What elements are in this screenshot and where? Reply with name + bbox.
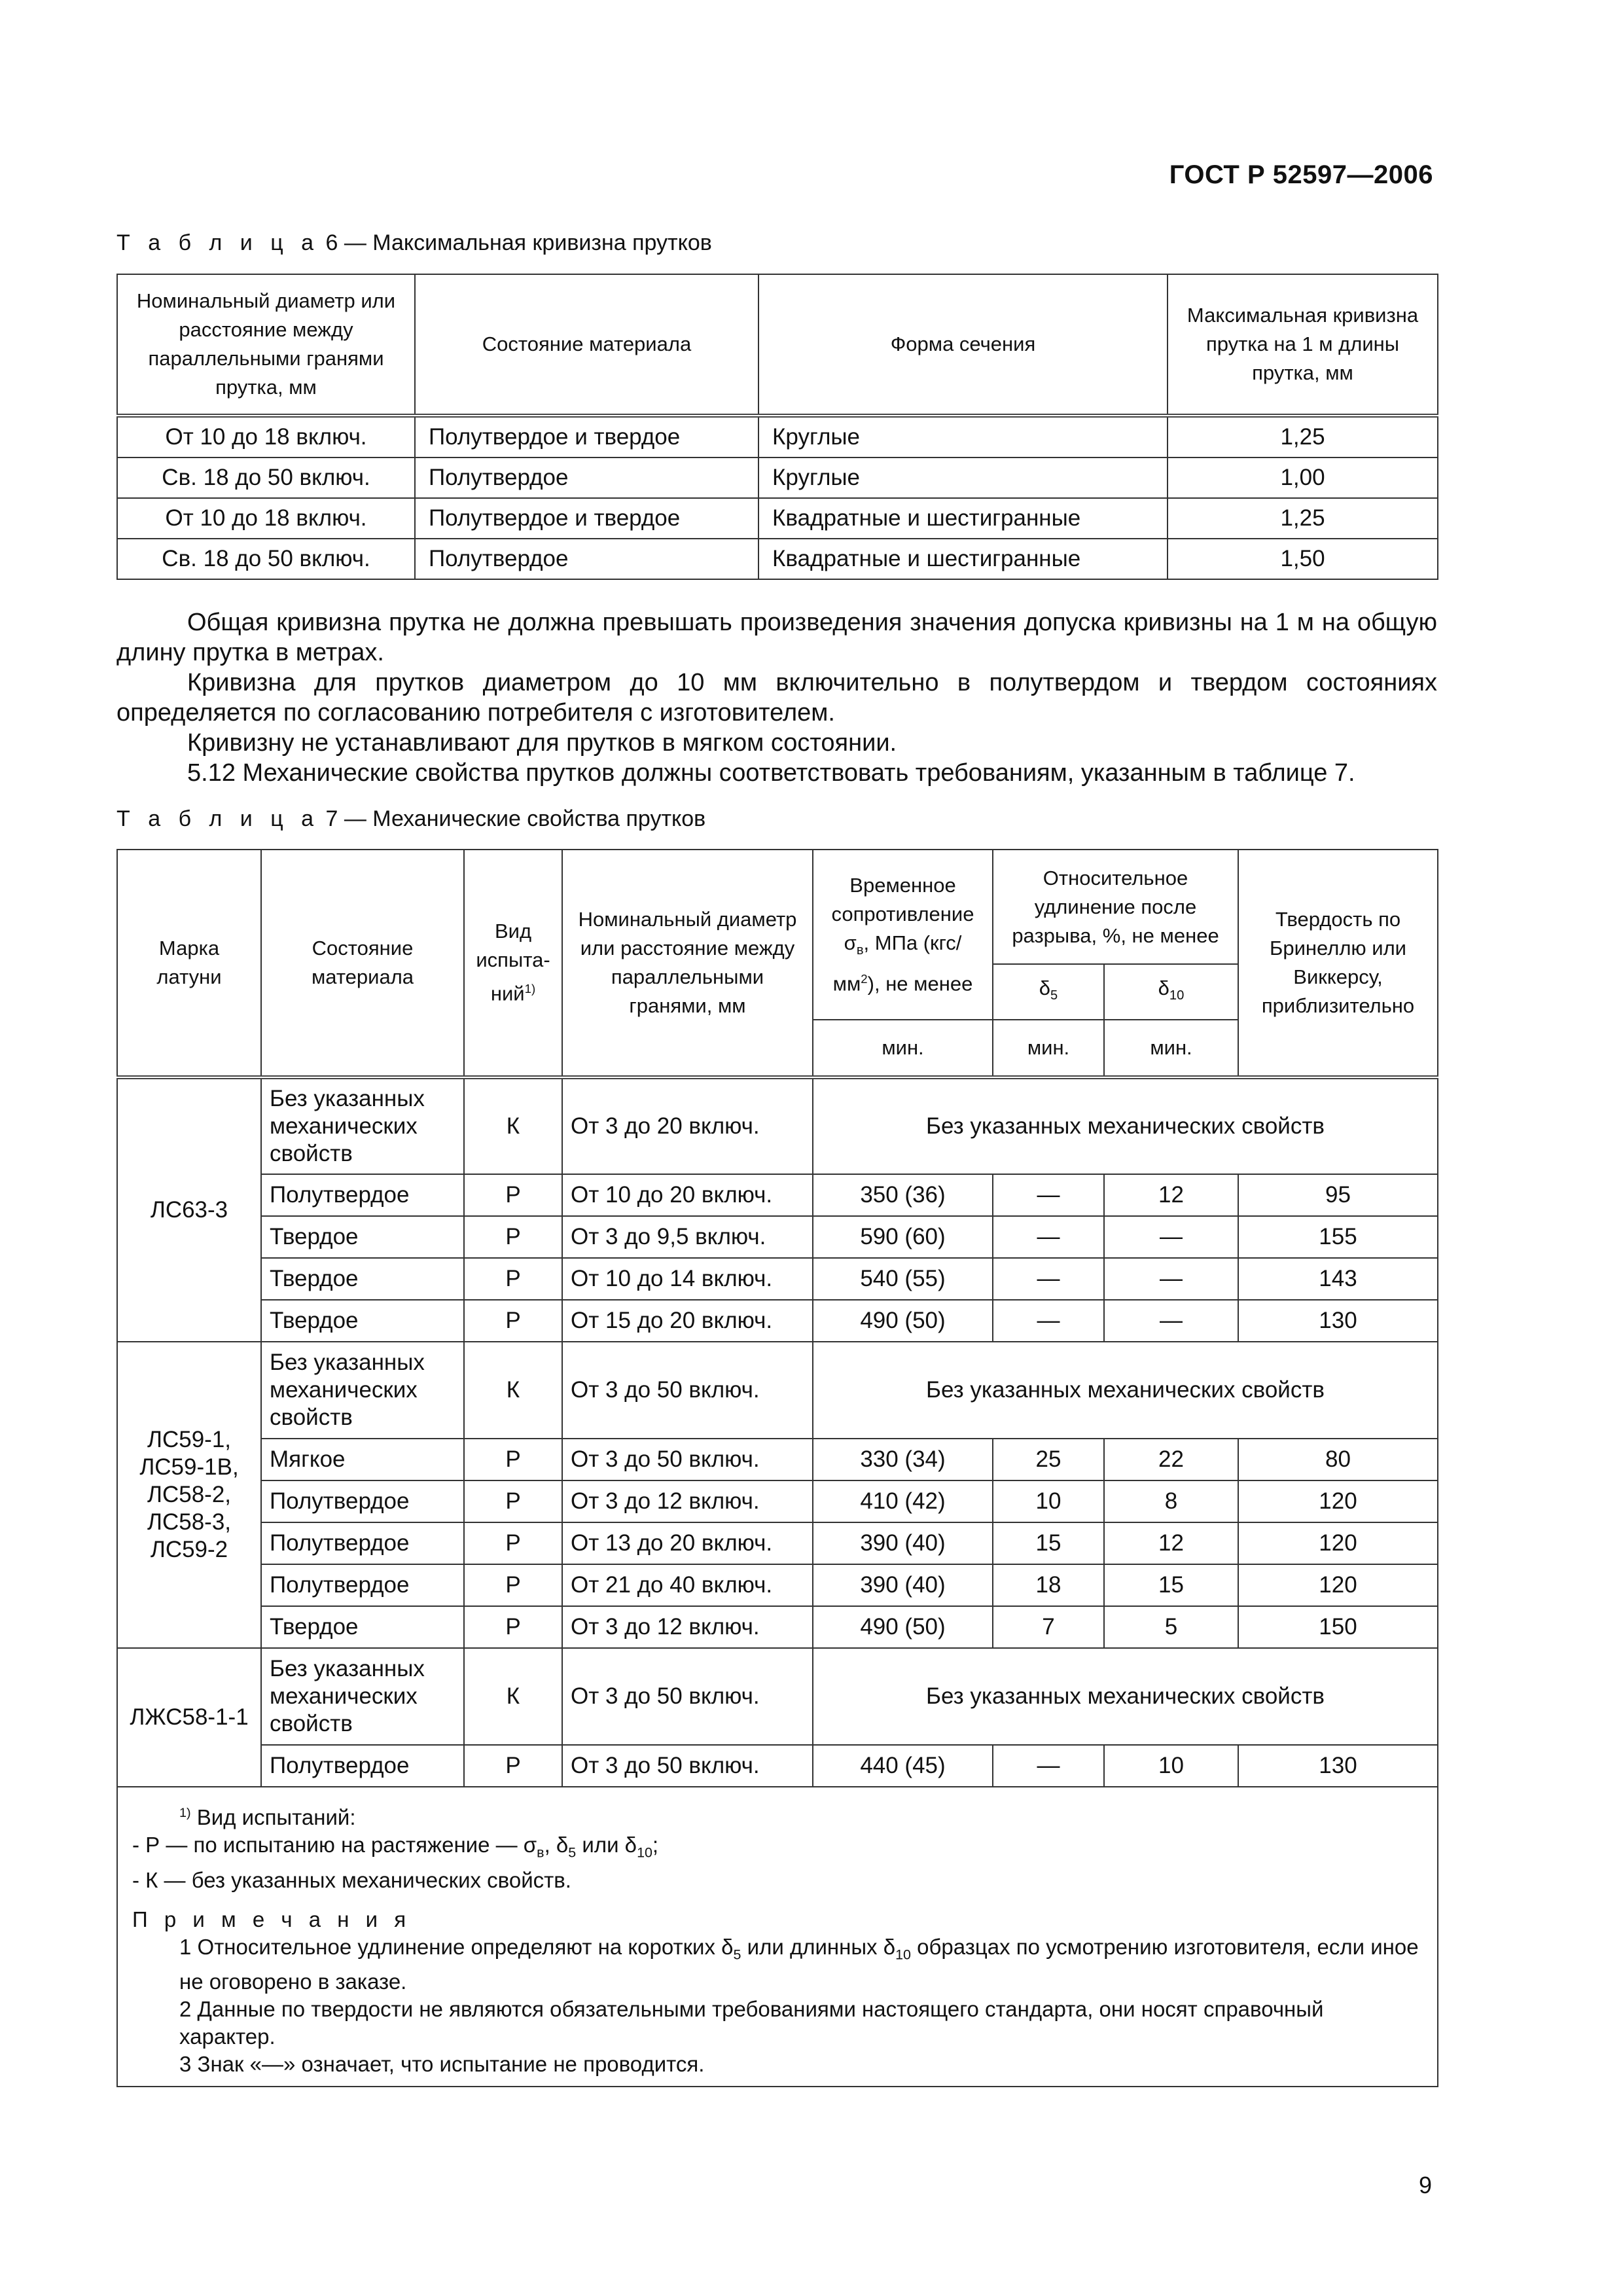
state-cell: Полутвердое	[261, 1564, 464, 1606]
strength-cell: 390 (40)	[813, 1522, 993, 1564]
table7-header-min: мин.	[993, 1020, 1104, 1077]
hardness-cell: 80	[1238, 1439, 1438, 1480]
d5-cell: —	[993, 1174, 1104, 1216]
d5-cell: 15	[993, 1522, 1104, 1564]
table7-header-min: мин.	[813, 1020, 993, 1077]
table7-header-diameter: Номинальный диаметр или расстояние между параллельными гранями, мм	[562, 850, 813, 1077]
d10-cell: 5	[1104, 1606, 1238, 1648]
paragraph-curvature-small: Кривизна для прутков диаметром до 10 мм включительно в полутвердом и твердом состояниях определяется по согласованию потребителя с изготовителем.	[116, 669, 1437, 726]
table7-footnotes	[117, 1787, 1438, 2087]
strength-cell: 350 (36)	[813, 1174, 993, 1216]
table6-header-curvature: Максимальная кривизна прутка на 1 м длины прутка, мм	[1168, 274, 1438, 416]
table6-cell-curvature: 1,25	[1168, 498, 1438, 539]
table-row	[117, 1522, 1438, 1564]
test-cell: Р	[464, 1745, 562, 1787]
d10-cell: 12	[1104, 1522, 1238, 1564]
table6-caption	[116, 230, 712, 256]
table7-header-row	[117, 850, 1438, 964]
table7-header-elongation: Относительное удлинение после разрыва, %, не менее	[993, 850, 1238, 964]
diameter-cell: От 15 до 20 включ.	[562, 1300, 813, 1342]
diameter-cell: От 3 до 50 включ.	[562, 1342, 813, 1439]
table6-cell-shape: Квадратные и шестигранные	[758, 498, 1168, 539]
table6-cell-state: Полутвердое и твердое	[415, 416, 758, 457]
table6-cell-diameter: От 10 до 18 включ.	[117, 498, 415, 539]
state-cell: Твердое	[261, 1258, 464, 1300]
test-cell: Р	[464, 1480, 562, 1522]
d5-cell: 18	[993, 1564, 1104, 1606]
no-props-cell: Без указанных механических свойств	[813, 1342, 1438, 1439]
d10-cell: —	[1104, 1216, 1238, 1258]
table6-caption-word: Т а б л и ц а	[116, 230, 320, 255]
state-cell: Твердое	[261, 1216, 464, 1258]
hardness-cell: 95	[1238, 1174, 1438, 1216]
test-cell: Р	[464, 1606, 562, 1648]
test-cell: К	[464, 1648, 562, 1745]
table-row	[117, 1300, 1438, 1342]
no-props-cell: Без указанных механических свойств	[813, 1077, 1438, 1174]
table7-caption-word: Т а б л и ц а	[116, 806, 320, 831]
state-cell: Без указанных механических свойств	[261, 1342, 464, 1439]
table-row	[117, 1258, 1438, 1300]
test-cell: Р	[464, 1258, 562, 1300]
table-row	[117, 1648, 1438, 1745]
diameter-cell: От 3 до 20 включ.	[562, 1077, 813, 1174]
diameter-cell: От 3 до 50 включ.	[562, 1648, 813, 1745]
hardness-cell: 120	[1238, 1480, 1438, 1522]
d10-cell: 15	[1104, 1564, 1238, 1606]
table7-header-strength: Временное сопротивление $\sigma_в$, МПа $(кгс/мм^2)$, не менее	[813, 850, 993, 1020]
table-row	[117, 457, 1438, 498]
test-cell: К	[464, 1077, 562, 1174]
table7-caption	[116, 806, 705, 832]
no-props-cell: Без указанных механических свойств	[813, 1648, 1438, 1745]
table-row	[117, 1216, 1438, 1258]
state-cell: Без указанных механических свойств	[261, 1077, 464, 1174]
body-text	[116, 607, 1437, 788]
table-row	[117, 1745, 1438, 1787]
table6-cell-curvature: 1,25	[1168, 416, 1438, 457]
d10-cell: 8	[1104, 1480, 1238, 1522]
d5-cell: 7	[993, 1606, 1104, 1648]
hardness-cell: 143	[1238, 1258, 1438, 1300]
table7-header-d5: $\delta_5$	[993, 964, 1104, 1020]
table6-header-diameter: Номинальный диаметр или расстояние между параллельными гранями прутка, мм	[117, 274, 415, 416]
diameter-cell: От 3 до 50 включ.	[562, 1439, 813, 1480]
table-row	[117, 416, 1438, 457]
footnotes-cell	[117, 1787, 1438, 2087]
table6-caption-title: 6 — Максимальная кривизна прутков	[325, 230, 712, 255]
footnote-p: - Р — по испытанию на растяжение — $\sigma_в$, $\delta_5$ или $\delta_{10}$;	[132, 1833, 659, 1861]
strength-cell: 590 (60)	[813, 1216, 993, 1258]
d10-cell: —	[1104, 1258, 1238, 1300]
footnote-title: $^{1)}$ Вид испытаний:	[179, 1805, 356, 1829]
hardness-cell: 120	[1238, 1522, 1438, 1564]
hardness-cell: 120	[1238, 1564, 1438, 1606]
table-row	[117, 1342, 1438, 1439]
grade-cell: ЛС59-1, ЛС59-1В, ЛС58-2, ЛС58-3, ЛС59-2	[117, 1342, 261, 1648]
paragraph-5-12: 5.12 Механические свойства прутков должны соответствовать требованиям, указанным в таблице 7.	[187, 759, 1355, 787]
test-cell: Р	[464, 1564, 562, 1606]
grade-cell: ЛЖС58-1-1	[117, 1648, 261, 1787]
table6-cell-shape: Круглые	[758, 416, 1168, 457]
state-cell: Мягкое	[261, 1439, 464, 1480]
state-cell: Твердое	[261, 1300, 464, 1342]
notes-title: П р и м е ч а н и я	[132, 1907, 412, 1931]
note-2: 2 Данные по твердости не являются обязательными требованиями настоящего стандарта, они носят справочный характер.	[179, 1997, 1324, 2049]
d5-cell: 10	[993, 1480, 1104, 1522]
d5-cell: —	[993, 1300, 1104, 1342]
test-cell: Р	[464, 1522, 562, 1564]
d10-cell: —	[1104, 1300, 1238, 1342]
state-cell: Полутвердое	[261, 1174, 464, 1216]
table6-cell-shape: Квадратные и шестигранные	[758, 539, 1168, 579]
table6-cell-diameter: Св. 18 до 50 включ.	[117, 539, 415, 579]
table7-header-hardness: Твердость по Бринеллю или Виккерсу, приблизительно	[1238, 850, 1438, 1077]
d5-cell: —	[993, 1258, 1104, 1300]
hardness-cell: 150	[1238, 1606, 1438, 1648]
table7-header-min: мин.	[1104, 1020, 1238, 1077]
table6-header-state: Состояние материала	[415, 274, 758, 416]
table7-header-test: Вид испыта-ний$^{1)}$	[464, 850, 562, 1077]
d5-cell: —	[993, 1216, 1104, 1258]
d10-cell: 10	[1104, 1745, 1238, 1787]
test-cell: К	[464, 1342, 562, 1439]
table7	[116, 849, 1438, 2087]
note-3: 3 Знак «—» означает, что испытание не проводится.	[179, 2052, 705, 2077]
note-1: 1 Относительное удлинение определяют на коротких $\delta_5$ или длинных $\delta_{10}$ образцах по усмотрению изготовителя, если иное не оговорено в заказе.	[179, 1934, 1419, 1994]
strength-cell: 440 (45)	[813, 1745, 993, 1787]
table7-header-state: Состояние материала	[261, 850, 464, 1077]
hardness-cell: 130	[1238, 1745, 1438, 1787]
diameter-cell: От 3 до 12 включ.	[562, 1606, 813, 1648]
strength-cell: 390 (40)	[813, 1564, 993, 1606]
table-row	[117, 1564, 1438, 1606]
state-cell: Без указанных механических свойств	[261, 1648, 464, 1745]
page-number: 9	[1418, 2172, 1432, 2198]
table6-header-row	[117, 274, 1438, 416]
diameter-cell: От 3 до 9,5 включ.	[562, 1216, 813, 1258]
strength-cell: 540 (55)	[813, 1258, 993, 1300]
paragraph-curvature-total: Общая кривизна прутка не должна превышать произведения значения допуска кривизны на 1 м на общую длину прутка в метрах.	[116, 609, 1437, 666]
paragraph-curvature-soft: Кривизну не устанавливают для прутков в мягком состоянии.	[187, 729, 897, 757]
table-row	[117, 1439, 1438, 1480]
diameter-cell: От 10 до 20 включ.	[562, 1174, 813, 1216]
table-row	[117, 1606, 1438, 1648]
hardness-cell: 130	[1238, 1300, 1438, 1342]
hardness-cell: 155	[1238, 1216, 1438, 1258]
d10-cell: 22	[1104, 1439, 1238, 1480]
diameter-cell: От 13 до 20 включ.	[562, 1522, 813, 1564]
d5-cell: 25	[993, 1439, 1104, 1480]
d10-cell: 12	[1104, 1174, 1238, 1216]
diameter-cell: От 3 до 12 включ.	[562, 1480, 813, 1522]
table-row	[117, 498, 1438, 539]
state-cell: Полутвердое	[261, 1480, 464, 1522]
diameter-cell: От 10 до 14 включ.	[562, 1258, 813, 1300]
table6-cell-state: Полутвердое и твердое	[415, 498, 758, 539]
table6-cell-state: Полутвердое	[415, 457, 758, 498]
table6-cell-diameter: От 10 до 18 включ.	[117, 416, 415, 457]
d5-cell: —	[993, 1745, 1104, 1787]
standard-header: ГОСТ Р 52597—2006	[1169, 160, 1433, 189]
table6-cell-shape: Круглые	[758, 457, 1168, 498]
diameter-cell: От 3 до 50 включ.	[562, 1745, 813, 1787]
strength-cell: 410 (42)	[813, 1480, 993, 1522]
strength-cell: 490 (50)	[813, 1606, 993, 1648]
state-cell: Полутвердое	[261, 1522, 464, 1564]
test-cell: Р	[464, 1439, 562, 1480]
strength-cell: 330 (34)	[813, 1439, 993, 1480]
table6-header-shape: Форма сечения	[758, 274, 1168, 416]
state-cell: Твердое	[261, 1606, 464, 1648]
table6	[116, 274, 1438, 580]
table7-header-grade: Марка латуни	[117, 850, 261, 1077]
table-row	[117, 1077, 1438, 1174]
state-cell: Полутвердое	[261, 1745, 464, 1787]
table6-cell-curvature: 1,00	[1168, 457, 1438, 498]
test-cell: Р	[464, 1216, 562, 1258]
test-cell: Р	[464, 1300, 562, 1342]
table6-cell-diameter: Св. 18 до 50 включ.	[117, 457, 415, 498]
table6-cell-state: Полутвердое	[415, 539, 758, 579]
table6-cell-curvature: 1,50	[1168, 539, 1438, 579]
table-row	[117, 1174, 1438, 1216]
test-cell: Р	[464, 1174, 562, 1216]
table-row	[117, 1480, 1438, 1522]
diameter-cell: От 21 до 40 включ.	[562, 1564, 813, 1606]
footnote-k: - К — без указанных механических свойств.	[132, 1867, 571, 1892]
strength-cell: 490 (50)	[813, 1300, 993, 1342]
grade-cell: ЛС63-3	[117, 1077, 261, 1342]
table-row	[117, 539, 1438, 579]
table7-header-d10: $\delta_{10}$	[1104, 964, 1238, 1020]
table7-caption-title: 7 — Механические свойства прутков	[325, 806, 706, 831]
